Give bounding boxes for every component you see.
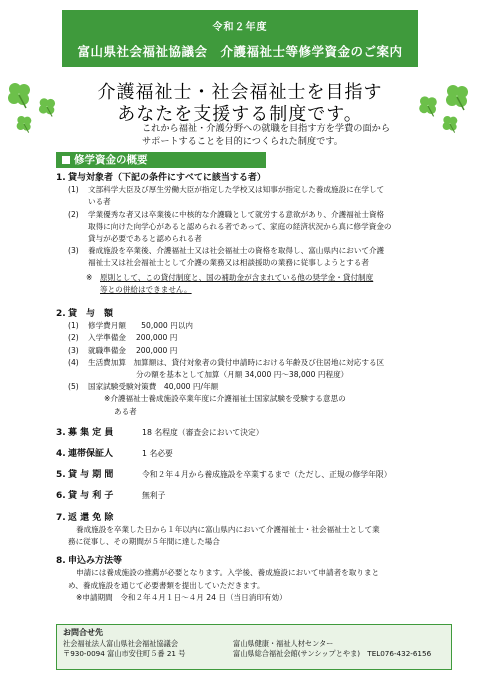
item-text: 文部科学大臣及び厚生労働大臣が指定した学校又は知事が指定した養成施設に在学して [88,185,385,195]
item-5-row [56,469,452,481]
four-leaf-clover-icon [440,114,460,134]
note [56,272,452,296]
four-leaf-clover-icon [442,82,472,112]
item-4-row [56,448,452,460]
four-leaf-clover-icon [4,80,34,110]
item-7-body [56,524,452,548]
heading-text: 貸 与 額 [68,309,114,320]
item-no: (3) [68,246,79,256]
list-item [56,381,452,393]
item-text: 就職準備金 200,000 円 [88,345,178,355]
item-number: 1. [56,173,66,183]
body-text: め、養成施設を通じて必要書類を提出していただきます。 [68,580,265,590]
item-text: 取得に向けた向学心があると認められる者であって、家庭の経済状況から真に修学資金の [88,221,392,231]
list-item [56,245,452,269]
heading-text: 申込み方法等 [68,556,123,567]
body-text: 養成施設を卒業した日から１年以内に富山県内において介護福祉士・社会福祉士として業 [76,524,380,534]
deadline-text: ※申請期間 令和２年４月１日〜４月 24 日（当日消印有効） [76,592,287,602]
item-text: 養成施設を卒業後、介護福祉士又は社会福祉士の資格を取得し、富山県内において介護 [88,246,385,256]
document-title: 富山県社会福祉協議会 介護福祉士等修学資金のご案内 [77,44,403,59]
contact-row [63,649,445,660]
four-leaf-clover-icon [36,96,58,118]
list-item [56,332,452,344]
item-number: 5. [56,470,66,481]
heading-text: 返 還 免 除 [68,512,114,523]
item-text: 貸与が必要であると認められる者 [88,234,202,244]
note-text: 原則として、この貸付制度と、国の補助金が含まれている他の奨学金・貸付制度 [100,272,374,282]
item-text: 学業優秀な者又は卒業後に中核的な介護職として就労する意欲があり、介護福祉士資格 [88,209,385,219]
item-text: 生活費加算 加算額は、貸付対象者の貸付申請時における年齢及び住居地に対応する区 [88,357,385,367]
item-6-row [56,490,452,502]
building-and-phone: 富山県総合福祉会館(サンシップとやま) TEL076-432-6156 [233,649,432,658]
item-text: 国家試験受験対策費 40,000 円/年額 [88,382,219,392]
item-2-heading [56,308,452,320]
sub-note-text: ある者 [114,406,137,416]
body-text: 申請には養成施設の推薦が必要となります。入学後、養成施設において申請者を取りまと [76,568,380,578]
fiscal-year: 令和２年度 [212,22,268,33]
section-heading [56,152,266,168]
row-value: 令和２年４月から養成施設を卒業するまで（ただし、正規の修学年限） [142,470,392,480]
item-no: (2) [68,209,79,219]
list-item [56,184,452,208]
organization-name: 社会福祉法人富山県社会福祉協議会 [63,638,179,648]
headline-line-1: 介護福祉士・社会福祉士を目指す [97,82,383,103]
item-text: 修学費月額 50,000 円以内 [88,321,193,331]
row-label: 募 集 定 員 [68,427,114,438]
section-title: 修学資金の概要 [74,154,148,166]
center-name: 富山県健康・福祉人材センター [233,638,334,648]
intro-line: サポートすることを目的につくられた制度です。 [142,136,343,147]
body-text: 務に従事し、その期間が５年間に達した場合 [68,537,220,547]
row-value: 18 名程度（審査会において決定） [142,427,264,437]
sub-note-text: ※介護福祉士養成施設卒業年度に介護福祉士国家試験を受験する意思の [104,394,346,404]
row-value: 1 名必要 [142,449,173,459]
list-item [56,345,452,357]
sub-note [56,393,452,417]
item-no: (1) [68,321,79,331]
four-leaf-clover-icon [416,94,440,118]
note-mark: ※ [86,272,93,282]
item-3-row [56,427,452,439]
item-number: 6. [56,491,66,502]
four-leaf-clover-icon [14,114,34,134]
row-label: 連帯保証人 [68,449,114,460]
item-text: 入学準備金 200,000 円 [88,333,178,343]
item-number: 8. [56,556,66,567]
item-1-heading [56,172,452,184]
overview-content [56,172,452,604]
list-item [56,320,452,332]
item-no: (2) [68,333,79,343]
item-number: 2. [56,309,66,320]
item-text: 福祉士又は社会福祉士として介護の業務又は相談援助の業務に従事しようとする者 [88,258,369,268]
contact-title: お問合せ先 [63,628,103,637]
item-number: 4. [56,449,66,460]
item-8-heading [56,555,452,567]
row-value: 無利子 [142,491,166,501]
item-number: 3. [56,427,66,438]
item-7-heading [56,512,452,524]
row-label: 貸 与 利 子 [68,491,114,502]
item-text: いる者 [88,197,111,207]
item-8-body [56,567,452,604]
intro-line: これから福祉・介護分野への就職を目指す方を学費の面から [142,123,391,134]
note-text: 等との併給はできません。 [100,284,192,294]
list-item [56,357,452,381]
row-label: 貸 与 期 間 [68,470,114,481]
contact-row [63,639,445,650]
headline-line-2: あなたを支援する制度です。 [117,104,363,125]
item-no: (3) [68,345,79,355]
item-number: 7. [56,512,66,523]
header-banner [62,10,418,67]
list-item [56,209,452,246]
contact-box [56,624,452,670]
item-no: (1) [68,185,79,195]
item-text: 分の額を基本として加算（月額 34,000 円〜38,000 円程度） [136,370,349,380]
item-no: (4) [68,357,79,367]
intro-text [142,122,402,148]
heading-text: 貸与対象者（下記の条件にすべてに該当する者） [68,173,266,183]
item-no: (5) [68,382,79,392]
address: 〒930-0094 富山市安住町５番 21 号 [63,649,186,658]
square-bullet-icon [62,156,70,164]
